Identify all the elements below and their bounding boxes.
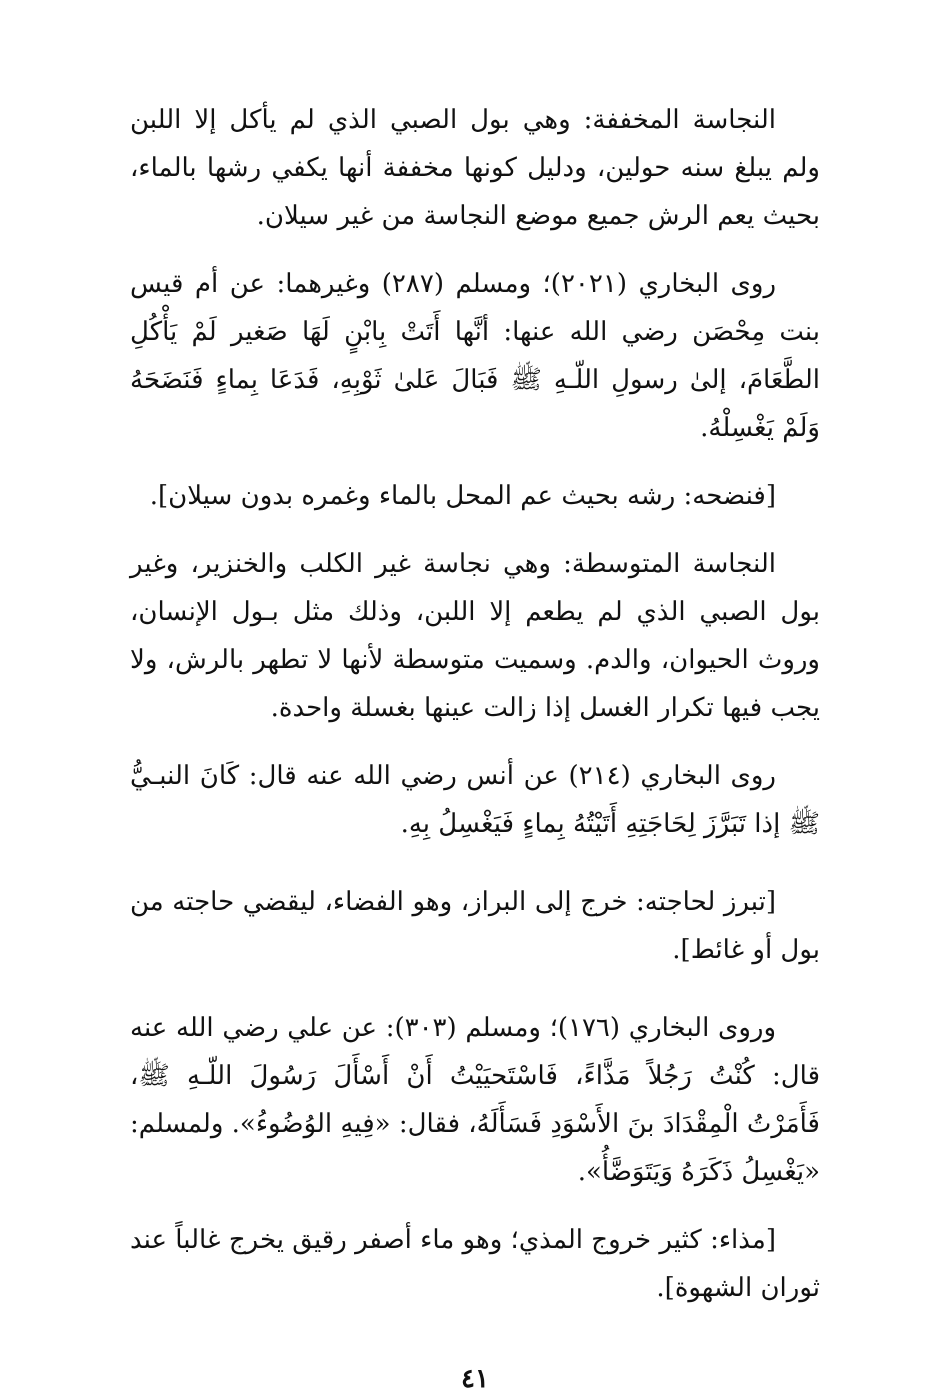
paragraph-medium-impurity: النجاسة المتوسطة: وهي نجاسة غير الكلب والخنزير، وغير بول الصبي الذي لم يطعم إلا اللبن، وذلك مثل بـول الإنسان، وروث الحيوان، والدم. وسميت متوسطة لأنها لا تطهر بالرش، ولا يجب فيها تكرار الغسل إذا زالت عينها بغسلة واحدة. <box>130 549 820 723</box>
paragraph-hadith-ali: وروى البخاري (١٧٦)؛ ومسلم (٣٠٣): عن علي رضي الله عنه قال: كُنْتُ رَجُلاً مَذَّاءً، فَاسْتَحيَيْتُ أَنْ أَسْأَلَ رَسُولَ اللّـهِ ﷺ، فَأَمَرْتُ الْمِقْدَادَ بنَ الأَسْوَدِ فَسَأَلَهُ، فقال: «فِيهِ الوُضُوءُ». ولمسلم: «يَغْسِلُ ذَكَرَهُ وَيَتَوَضَّأُ». <box>130 1013 820 1187</box>
paragraph-note-nadahahu: [فنضحه: رشه بحيث عم المحل بالماء وغمره بدون سيلان]. <box>149 481 776 511</box>
paragraph-light-impurity: النجاسة المخففة: وهي بول الصبي الذي لم يأكل إلا اللبن ولم يبلغ سنه حولين، ودليل كونها مخففة أنها يكفي رشها بالماء، بحيث يعم الرش جميع موضع النجاسة من غير سيلان. <box>130 105 820 231</box>
paragraph-note-tabarraz: [تبرز لحاجته: خرج إلى البراز، وهو الفضاء، ليقضي حاجته من بول أو غائط]. <box>130 887 820 965</box>
paragraph-hadith-anas: روى البخاري (٢١٤) عن أنس رضي الله عنه قال: كَانَ النبـيُّ ﷺ إذا تَبَرَّزَ لِحَاجَتِهِ أَتَيْتُهُ بِماءٍ فَيَغْسِلُ بِهِ. <box>130 761 820 839</box>
paragraph-note-madhdha: [مذاء: كثير خروج المذي؛ وهو ماء أصفر رقيق يخرج غالباً عند ثوران الشهوة]. <box>130 1225 820 1303</box>
page-number: ٤١ <box>461 1364 489 1394</box>
paragraph-hadith-umm-qays: روى البخاري (٢٠٢١)؛ ومسلم (٢٨٧) وغيرهما: عن أم قيس بنت مِحْصَن رضي الله عنها: أنَّها أَتَتْ بِابْنٍ لَهَا صَغير لَمْ يَأْكُلِ الطَّعَامَ، إلىٰ رسولِ اللّـهِ ﷺ فَبَالَ عَلىٰ ثَوْبِهِ، فَدَعَا بِماءٍ فَنَضَحَهُ وَلَمْ يَغْسِلْهُ. <box>130 269 820 443</box>
page-body <box>130 96 820 1394</box>
